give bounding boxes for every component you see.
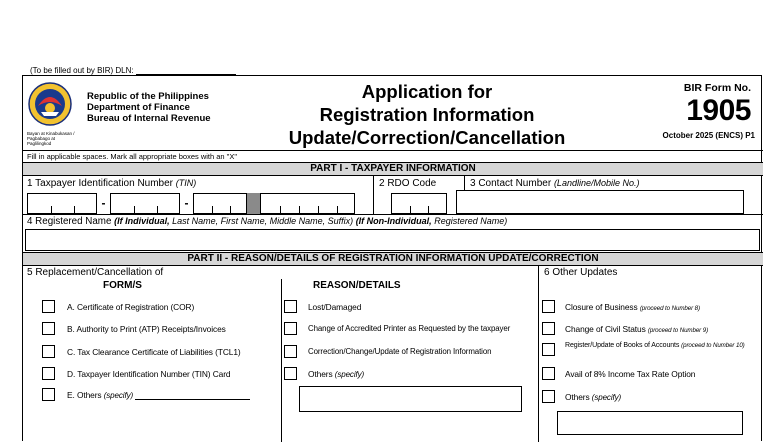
contact-number-input[interactable] [456, 190, 744, 214]
reason-others-input[interactable] [299, 386, 522, 412]
form-tcl-checkbox[interactable] [42, 345, 55, 358]
reason-lost-label: Lost/Damaged [308, 302, 362, 312]
tin-label: 1 Taxpayer Identification Number (TIN) [27, 178, 197, 189]
form-others-checkbox[interactable] [42, 388, 55, 401]
tin-dash: - [180, 193, 193, 214]
reason-header: REASON/DETAILS [313, 280, 401, 291]
form-tin-card-checkbox[interactable] [42, 367, 55, 380]
reason-correction-label: Correction/Change/Update of Registration Information [308, 347, 492, 356]
update-civil-status-label: Change of Civil Status (proceed to Number 9) [565, 324, 709, 334]
divider [281, 279, 282, 442]
agency-block: Republic of the Philippines Department of Finance Bureau of Internal Revenue [87, 91, 211, 124]
form-atp-label: B. Authority to Print (ATP) Receipts/Invoices [67, 324, 226, 334]
replacement-label: 5 Replacement/Cancellation of [27, 267, 164, 278]
divider [23, 150, 763, 151]
form-tin-card-label: D. Taxpayer Identification Number (TIN) Card [67, 369, 231, 379]
bir-form-1905 [22, 75, 762, 441]
tin-segment-3[interactable] [193, 193, 247, 214]
part2-title: PART II - REASON/DETAILS OF REGISTRATION INFORMATION UPDATE/CORRECTION [23, 253, 763, 265]
divider [23, 175, 763, 176]
divider [538, 266, 539, 442]
form-cor-checkbox[interactable] [42, 300, 55, 313]
form-number: 1905 [686, 94, 751, 127]
registered-name-input[interactable] [25, 229, 760, 251]
reason-printer-label: Change of Accredited Printer as Requested by the taxpayer [308, 324, 511, 333]
update-closure-label: Closure of Business (proceed to Number 8) [565, 302, 700, 312]
form-tcl-label: C. Tax Clearance Certificate of Liabilities (TCL1) [67, 347, 241, 357]
reason-printer-checkbox[interactable] [284, 322, 297, 335]
form-others-label: E. Others (specify) [67, 390, 250, 400]
update-books-label: Register/Update of Books of Accounts (proceed to Number 10) [565, 342, 745, 349]
form-date: October 2025 (ENCS) P1 [662, 131, 755, 140]
form-title: Application for Registration Information Update/Correction/Cancellation [288, 81, 566, 148]
tin-segment-1[interactable] [27, 193, 97, 214]
reason-others-checkbox[interactable] [284, 367, 297, 380]
reason-others-label: Others (specify) [308, 369, 365, 379]
tin-branch-code[interactable] [260, 193, 355, 214]
update-8pct-label: Avail of 8% Income Tax Rate Option [565, 369, 696, 379]
update-others-checkbox[interactable] [542, 390, 555, 403]
tin-segment-2[interactable] [110, 193, 180, 214]
divider [23, 214, 763, 215]
update-others-label: Others (specify) [565, 392, 622, 402]
update-8pct-checkbox[interactable] [542, 367, 555, 380]
tin-dash: - [97, 193, 110, 214]
update-books-checkbox[interactable] [542, 343, 555, 356]
rdo-label: 2 RDO Code [379, 178, 437, 189]
update-civil-status-checkbox[interactable] [542, 322, 555, 335]
reason-lost-checkbox[interactable] [284, 300, 297, 313]
bir-seal-icon [28, 82, 72, 126]
form-others-input[interactable] [135, 391, 250, 400]
tin-separator [247, 193, 260, 214]
form-number-label: BIR Form No. [683, 82, 751, 94]
form-atp-checkbox[interactable] [42, 322, 55, 335]
contact-label: 3 Contact Number (Landline/Mobile No.) [470, 178, 640, 189]
forms-header: FORM/S [103, 280, 142, 291]
other-updates-label: 6 Other Updates [544, 267, 618, 278]
update-others-input[interactable] [557, 411, 743, 435]
rdo-code-input[interactable] [391, 193, 447, 214]
seal-caption: Bayan at Kinabukasan / Pagbabago at Paglilingkod [27, 131, 75, 146]
fill-instructions: Fill in applicable spaces. Mark all appropriate boxes with an "X" [27, 152, 238, 161]
divider [373, 176, 374, 214]
dln-line-label: (To be filled out by BIR) DLN: [30, 66, 236, 75]
part1-title: PART I - TAXPAYER INFORMATION [23, 163, 763, 175]
registered-name-label: 4 Registered Name (If Individual, Last Name, First Name, Middle Name, Suffix) (If Non-Individual, Registered Name) [27, 216, 508, 227]
reason-correction-checkbox[interactable] [284, 345, 297, 358]
dln-field[interactable] [136, 66, 236, 75]
form-cor-label: A. Certificate of Registration (COR) [67, 302, 195, 312]
update-closure-checkbox[interactable] [542, 300, 555, 313]
divider [23, 265, 763, 266]
